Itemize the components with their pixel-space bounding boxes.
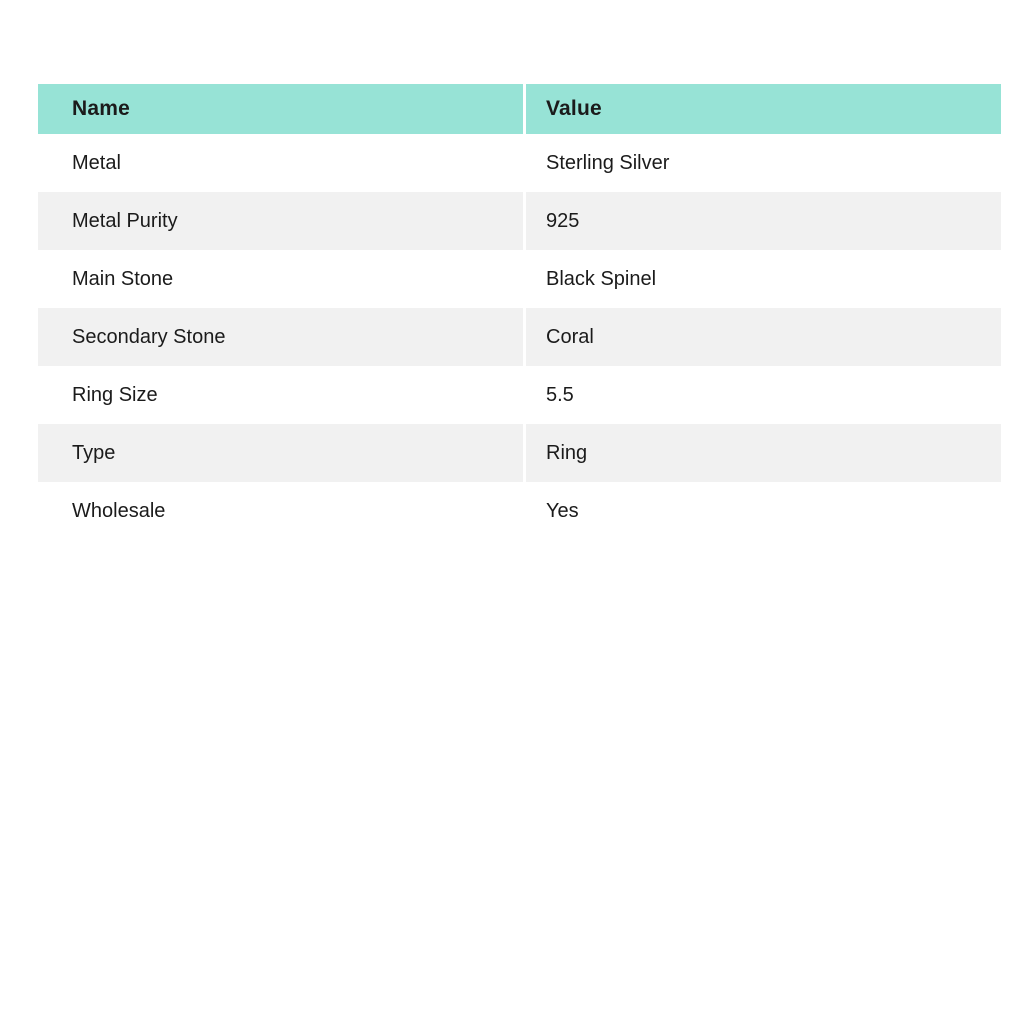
row-name-cell: Metal [38,134,523,192]
header-cell-name: Name [38,84,523,134]
table-row [38,308,1001,366]
table-row [38,250,1001,308]
row-name-cell: Wholesale [38,482,523,540]
table-row [38,482,1001,540]
row-value-cell: 5.5 [523,366,1001,424]
row-value-cell: Yes [523,482,1001,540]
row-value-cell: 925 [523,192,1001,250]
row-value-cell: Ring [523,424,1001,482]
header-cell-value: Value [523,84,1001,134]
row-name-cell: Metal Purity [38,192,523,250]
row-value-cell: Coral [523,308,1001,366]
table-row [38,424,1001,482]
row-value-cell: Sterling Silver [523,134,1001,192]
table-header-row [38,84,1001,134]
row-name-cell: Secondary Stone [38,308,523,366]
row-name-cell: Ring Size [38,366,523,424]
row-name-cell: Main Stone [38,250,523,308]
table-row [38,192,1001,250]
table-row [38,366,1001,424]
row-value-cell: Black Spinel [523,250,1001,308]
product-spec-table [38,84,1001,540]
row-name-cell: Type [38,424,523,482]
table-row [38,134,1001,192]
